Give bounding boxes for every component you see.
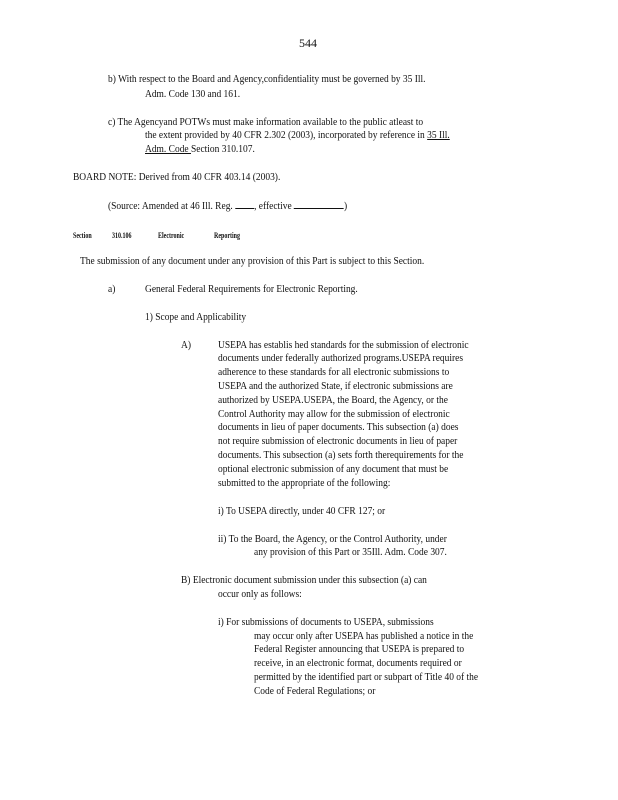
paragraph-B-item-i-line: receive, in an electronic format, documents required or: [254, 657, 462, 669]
section-title-word-1: Electronic: [158, 231, 185, 240]
effective-date-blank: [294, 199, 344, 209]
paragraph-c-line-3-text: Section 310.107.: [190, 143, 255, 155]
source-effective-text: , effective: [254, 200, 292, 212]
paragraph-A-line: Control Authority may allow for the submission of electronic: [218, 408, 450, 420]
paragraph-B-line-2: occur only as follows:: [218, 588, 302, 600]
paragraph-B-item-i-line: may occur only after USEPA has published a notice in the: [254, 630, 474, 642]
paragraph-B-line-1: B) Electronic document submission under this subsection (a) can: [181, 574, 427, 586]
paragraph-A-item-ii-line-1: ii) To the Board, the Agency, or the Control Authority, under: [218, 533, 447, 545]
source-close-paren: ): [343, 200, 348, 212]
subsection-1-title: 1) Scope and Applicability: [145, 311, 247, 323]
paragraph-A-line: USEPA has establis hed standards for the submission of electronic: [218, 339, 469, 351]
paragraph-B-item-i-line: permitted by the identified part or subpart of Title 40 of the: [254, 671, 479, 683]
section-title-word-2: Reporting: [214, 231, 241, 240]
paragraph-A-line: USEPA and the authorized State, if electronic submissions are: [218, 380, 453, 392]
paragraph-A-item-i: i) To USEPA directly, under 40 CFR 127; or: [218, 505, 386, 517]
paragraph-A-marker: A): [181, 339, 191, 351]
paragraph-A-line: adherence to these standards for all electronic submissions to: [218, 366, 450, 378]
subsection-a-marker: a): [108, 283, 116, 295]
paragraph-c-line-1: c) The Agencyand POTWs must make information available to the public atleast to: [108, 116, 424, 128]
paragraph-c-line-2: [145, 129, 450, 142]
paragraph-A-line: authorized by USEPA.USEPA, the Board, the Agency, or the: [218, 394, 448, 406]
page-number: 544: [299, 36, 317, 50]
paragraph-A-line: documents in lieu of paper documents. This subsection (a) does: [218, 421, 459, 433]
subsection-a-title: General Federal Requirements for Electronic Reporting.: [145, 283, 358, 295]
paragraph-A-line: optional electronic submission of any document that must be: [218, 463, 449, 475]
paragraph-B-item-i-line: Code of Federal Regulations; or: [254, 685, 376, 697]
board-note: BOARD NOTE: Derived from 40 CFR 403.14 (2003).: [73, 171, 281, 183]
register-blank: [235, 199, 254, 209]
source-text: (Source: Amended at 46 Ill. Reg.: [108, 200, 233, 212]
paragraph-A-item-ii-line-2: any provision of this Part or 35Ill. Adm. Code 307.: [254, 546, 447, 558]
source-note: [108, 199, 347, 213]
paragraph-A-line: documents under federally authorized programs.USEPA requires: [218, 352, 464, 364]
regulation-reference-underlined: Adm. Code: [145, 143, 191, 155]
paragraph-A-line: not require submission of electronic documents in lieu of paper: [218, 435, 458, 447]
section-intro: The submission of any document under any provision of this Part is subject to this Section.: [80, 255, 425, 267]
paragraph-c-line-3: [145, 143, 255, 156]
paragraph-A-line: documents. This subsection (a) sets forth therequirements for the: [218, 449, 464, 461]
section-number: 310.106: [112, 231, 132, 240]
paragraph-b-line-2: Adm. Code 130 and 161.: [145, 88, 241, 100]
paragraph-b-line-1: b) With respect to the Board and Agency,confidentiality must be governed by 35 Ill.: [108, 73, 426, 85]
regulation-reference-link: 35 Ill.: [427, 129, 450, 141]
paragraph-B-item-i-line: Federal Register announcing that USEPA is prepared to: [254, 643, 465, 655]
section-label: Section: [73, 231, 92, 240]
paragraph-A-line: submitted to the appropriate of the following:: [218, 477, 391, 489]
paragraph-c-line-2-text: the extent provided by 40 CFR 2.302 (2003), incorporated by reference in: [145, 129, 428, 141]
paragraph-B-item-i-line: i) For submissions of documents to USEPA, submissions: [218, 616, 434, 628]
